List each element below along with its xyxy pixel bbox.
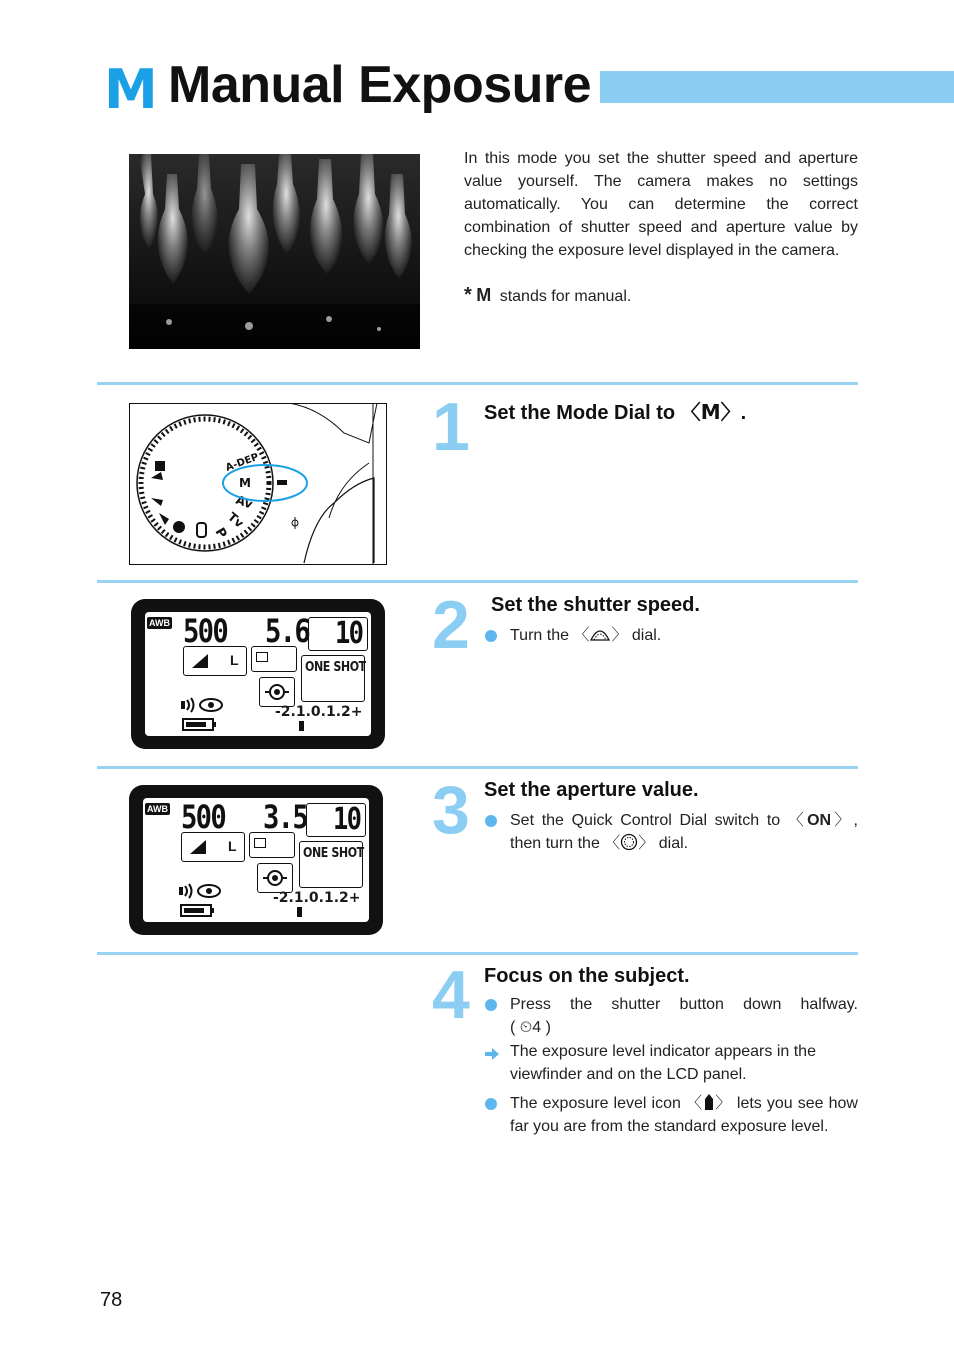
- lcd-quality: L: [228, 838, 237, 854]
- step-1-title: [484, 396, 746, 425]
- section-divider: [97, 580, 858, 583]
- title-accent-bar: [600, 71, 954, 103]
- exposure-level-icon: [703, 1093, 715, 1111]
- step-2-title: Set the shutter speed.: [491, 594, 700, 616]
- lcd-metering-box: [259, 677, 295, 707]
- intro-photo-wine-glasses: [129, 154, 420, 349]
- single-shot-icon: [254, 838, 266, 848]
- section-divider: [97, 766, 858, 769]
- result-arrow-icon: [485, 1048, 499, 1060]
- bullet-icon: [485, 1098, 497, 1110]
- single-shot-icon: [256, 652, 268, 662]
- step-3-instruction-middle: 〉, then turn the 〈: [510, 812, 858, 852]
- mode-dial-illustration: [129, 403, 387, 565]
- bullet-icon: [485, 630, 497, 642]
- lcd-panel-step-2: [131, 599, 385, 749]
- svg-text:A-DEP: A-DEP: [224, 451, 261, 474]
- lcd-af-mode-box: [301, 655, 365, 702]
- awb-icon: AWB: [147, 804, 168, 814]
- page-title: Manual Exposure: [168, 56, 592, 114]
- step-4-instruction-2-suffix: 〉 lets you see how far you are from the standard exposure level.: [510, 1095, 858, 1135]
- mode-m-icon: M: [700, 400, 721, 424]
- lcd-aperture: 5.6: [265, 612, 310, 650]
- lcd-quality-box: [181, 832, 245, 862]
- lcd-quality-box: [183, 646, 247, 676]
- exposure-level-marker: [297, 907, 302, 917]
- note-text: stands for manual.: [499, 288, 632, 305]
- svg-text:M: M: [239, 476, 251, 490]
- lcd-drive-box: [251, 646, 297, 672]
- lcd-exposure-scale: -2.1.0.1.2+: [273, 890, 361, 906]
- step-number-4: 4: [432, 957, 470, 1033]
- lcd-shutter-speed: 500: [181, 798, 226, 836]
- lcd-shutter-speed: 500: [183, 612, 228, 650]
- on-label: ON: [807, 812, 832, 829]
- step-4-instruction-2: [510, 1092, 858, 1138]
- step-3-instruction-prefix: Set the Quick Control Dial switch to 〈: [510, 812, 808, 829]
- step-number-3: 3: [432, 772, 470, 848]
- quick-control-dial-icon: [620, 833, 638, 851]
- exposure-level-marker: [299, 721, 304, 731]
- step-3-instruction-suffix: 〉 dial.: [638, 835, 689, 852]
- lcd-af-mode: ONE SHOT: [303, 846, 364, 861]
- section-divider: [97, 382, 858, 385]
- lcd-drive-box: [249, 832, 295, 858]
- mode-m-icon: M: [104, 58, 158, 121]
- evaluative-metering-icon: [263, 867, 287, 889]
- step-4-instruction-1-text: Press the shutter button down halfway.: [510, 996, 858, 1013]
- bullet-icon: [485, 999, 497, 1011]
- step-number-2: 2: [432, 587, 470, 663]
- svg-text:Av: Av: [233, 492, 255, 512]
- page-number: 78: [100, 1289, 123, 1311]
- step-1-title-suffix: 〉.: [720, 402, 747, 424]
- step-2-instruction: [510, 624, 661, 647]
- quality-fine-icon: [192, 654, 208, 668]
- beep-red-eye-icon: [179, 882, 225, 900]
- step-2-instruction-prefix: Turn the 〈: [510, 627, 590, 644]
- step-4-result: The exposure level indicator appears in the viewfinder and on the LCD panel.: [510, 1043, 816, 1083]
- battery-icon: [181, 718, 217, 732]
- lcd-shot-count: 10: [335, 616, 363, 651]
- lcd-metering-box: [257, 863, 293, 893]
- step-3-instruction: [510, 809, 858, 855]
- step-1-title-prefix: Set the Mode Dial to 〈: [484, 402, 701, 424]
- evaluative-metering-icon: [265, 681, 289, 703]
- lcd-shot-count: 10: [333, 802, 361, 837]
- step-4-instruction-1: [510, 993, 858, 1039]
- svg-text:P: P: [211, 525, 230, 542]
- step-4-title: Focus on the subject.: [484, 965, 690, 987]
- awb-icon: AWB: [149, 618, 170, 628]
- note-m-icon: M: [476, 285, 492, 305]
- lcd-af-mode-box: [299, 841, 363, 888]
- section-divider: [97, 952, 858, 955]
- intro-paragraph: In this mode you set the shutter speed and aperture value yourself. The camera makes no settings automatically. You can determine the correct combination of shutter speed and aperture value by checking the exposure level displayed in the camera.: [464, 150, 858, 259]
- lcd-quality: L: [230, 652, 239, 668]
- main-dial-icon: [589, 626, 611, 642]
- page-reference: ( ⏲4 ): [510, 1019, 551, 1036]
- quality-fine-icon: [190, 840, 206, 854]
- lcd-aperture: 3.5: [263, 798, 308, 836]
- step-4-instruction-2-prefix: The exposure level icon 〈: [510, 1095, 703, 1112]
- battery-icon: [179, 904, 215, 918]
- bullet-icon: [485, 815, 497, 827]
- step-2-instruction-suffix: 〉 dial.: [611, 627, 662, 644]
- step-3-title: Set the aperture value.: [484, 779, 699, 801]
- beep-red-eye-icon: [181, 696, 227, 714]
- lcd-panel-step-3: [129, 785, 383, 935]
- svg-text:Tv: Tv: [225, 509, 247, 531]
- note-star: *: [464, 284, 472, 306]
- lcd-exposure-scale: -2.1.0.1.2+: [275, 704, 363, 720]
- step-number-1: 1: [432, 389, 470, 465]
- intro-note: [464, 284, 631, 308]
- lcd-af-mode: ONE SHOT: [305, 660, 366, 675]
